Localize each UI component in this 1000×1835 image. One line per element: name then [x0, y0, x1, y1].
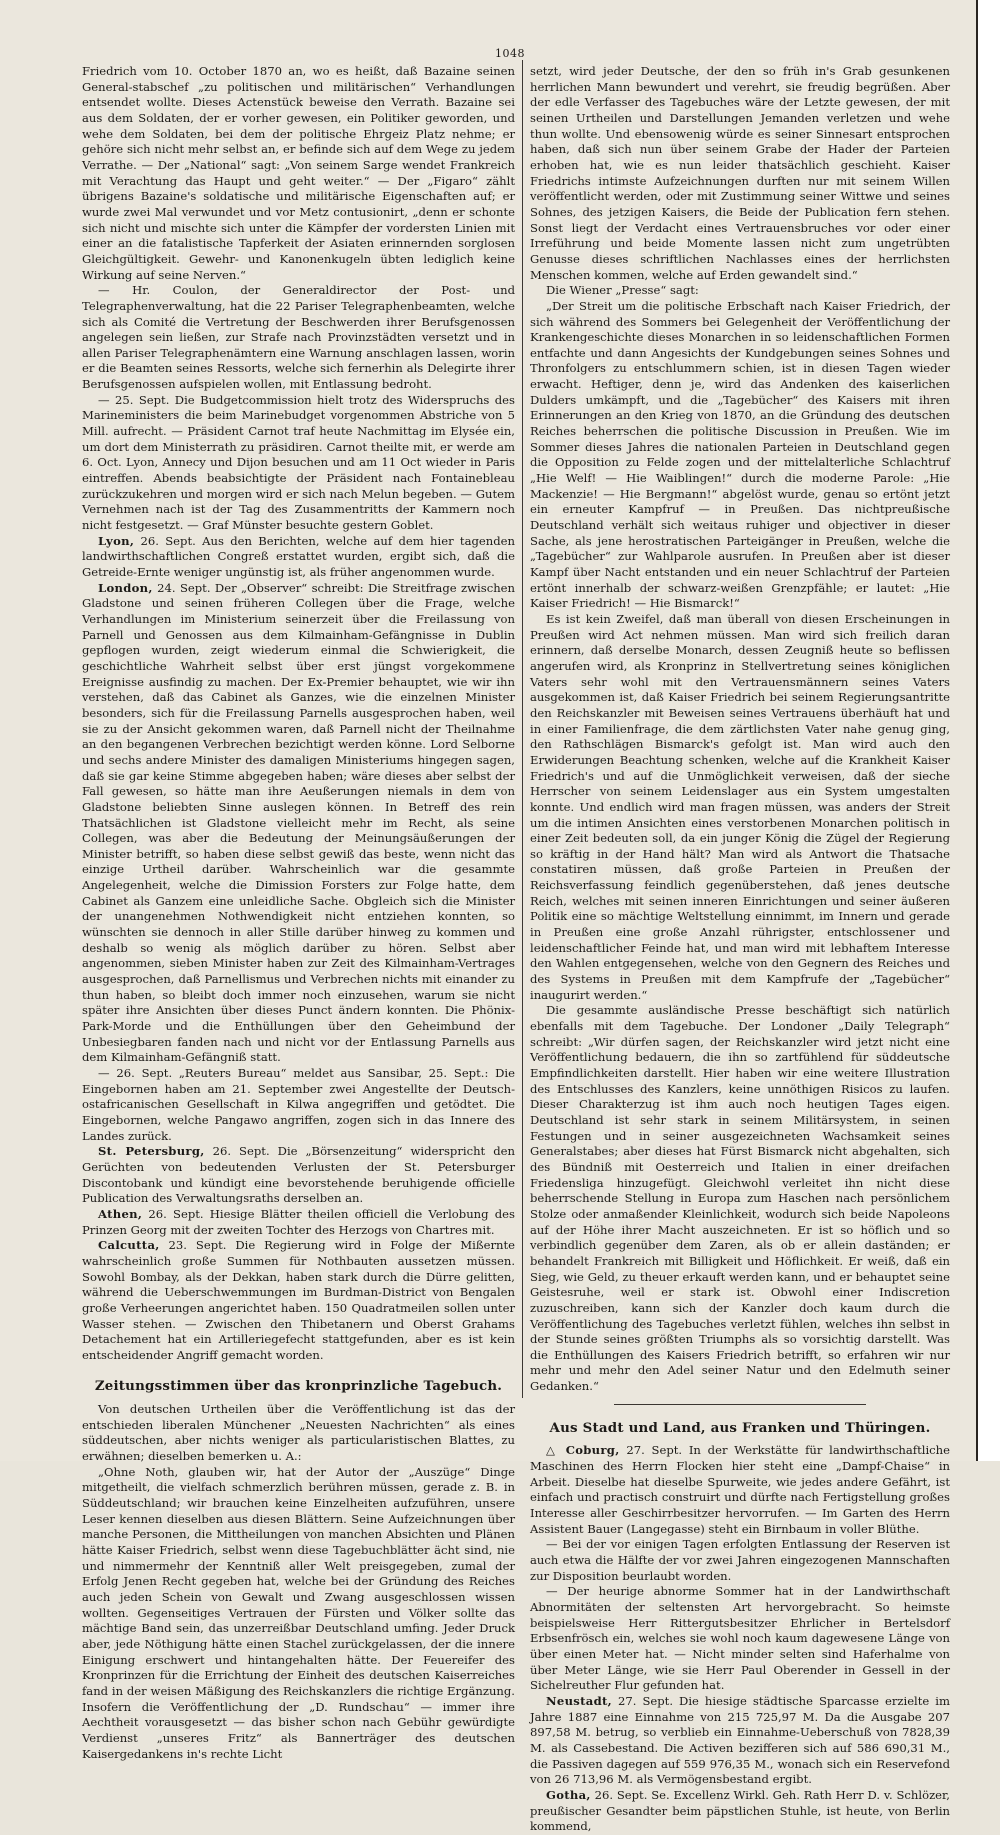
section-heading: Aus Stadt und Land, aus Franken und Thüringen. — [549, 1419, 931, 1436]
paragraph-text: 26. Sept. Hiesige Blätter theilen officiell die Verlobung des Prinzen Georg mit der zweiten Tochter des Herzogs von Chartres mit. — [82, 1206, 515, 1237]
article-paragraph — [530, 1537, 950, 1584]
page-edge — [976, 0, 1000, 1461]
paragraph-text: 27. Sept. In der Werkstätte für landwirthschaftliche Maschinen des Herrn Flocken hier steht eine „Dampf-Chaise“ in Arbeit. Dieselbe hat dieselbe Spurweite, wie jedes andere Gefährt, ist einfach und practisch construirt und dürfte nach Fertigstellung großes Interesse aller Geschirrbesitzer hervorrufen. — Im Garten des Herrn Assistent Bauer (Langegasse) steht ein Birnbaum in voller Blüthe. — [530, 1443, 950, 1536]
paragraph-text: — 26. Sept. „Reuters Bureau“ meldet aus Sansibar, 25. Sept.: Die Eingebornen haben am 21. September zwei Angestellte der Deutsch-ostafricanischen Gesellschaft in Kilwa angegriffen und getödtet. Die Eingebornen, welche Pangawo angriffen, zogen sich in das Innere des Landes zurück. — [82, 1066, 515, 1143]
paragraph-text: — Der heurige abnorme Sommer hat in der Landwirthschaft Abnormitäten der seltensten Art hervorgebracht. So heimste beispielsweise Herr Rittergutsbesitzer Ehrlicher in Bertelsdorf Erbsenfrösch ein, welches sie wohl noch kaum dagewesene Länge von über einen Meter hat. — Nicht minder selten sind Haferhalme von über Meter Länge, wie sie Herr Paul Oberender in Gessell in der Sichelreuther Flur gefunden hat. — [530, 1584, 950, 1693]
section-divider — [614, 1404, 866, 1405]
paragraph-text: Es ist kein Zweifel, daß man überall von diesen Erscheinungen in Preußen wird Act nehmen müssen. Man wird sich freilich daran erinnern, daß derselbe Monarch, dessen Zeugniß heute so beflissen angerufen wird, als Kronprinz in Stellvertretung seines königlichen Vaters sehr wohl mit den Vertrauensmännern seines Vaters ausgekommen ist, daß Kaiser Friedrich bei seinem Regierungsantritte den Reichskanzler mit Beweisen seines Vertrauens überhäuft hat und in einer Familienfrage, die dem zärtlichsten Vater nahe genug ging, den Rathschlägen Bismarck's gefolgt ist. Man wird auch den Erwiderungen Beachtung schenken, welche auf die Krankheit Kaiser Friedrich's und auf die Unmöglichkeit verweisen, daß der sieche Herrscher von seinem Leidenslager aus ein System umgestalten konnte. Und endlich wird man fragen müssen, was anders der Streit um die intimen Ansichten eines verstorbenen Monarchen politisch in einer Zeit bedeuten soll, da ein junger König die Zügel der Regierung so kräftig in der Hand hält? Man wird als Antwort die Thatsache constatiren müssen, daß große Parteien in Preußen der Reichsverfassung feindlich gegenüberstehen, daß jenes deutsche Reich, welches mit seinen inneren Einrichtungen und seiner äußeren Politik eine so mächtige Weltstellung einnimmt, im Innern und gerade in Preußen eine große Anzahl rührigster, entschlossener und leidenschaftlicher Feinde hat, und man wird mit lebhaftem Interesse den Wahlen entgegensehen, welche von den Gegnern des Reiches und des Systems in Preußen mit dem Kampfrufe der „Tagebücher“ inaugurirt werden.“ — [530, 611, 950, 1002]
article-paragraph — [530, 1694, 950, 1788]
column-rule — [522, 60, 523, 1398]
paragraph-text: setzt, wird jeder Deutsche, der den so früh in's Grab gesunkenen herrlichen Mann bewundert und verehrt, sie freudig begrüßen. Aber der edle Verfasser des Tagebuches wäre der Letzte gewesen, der mit seinen Urtheilen und Darstellungen Jemanden verletzen und wehe thun wollte. Und ebensowenig würde es seiner Sinnesart entsprochen haben, daß sich nun über seinem Grabe der Hader der Parteien erhoben hat, wie es nun leider thatsächlich geschieht. Kaiser Friedrichs intimste Aufzeichnungen durften nur mit seinem Willen veröffentlicht werden, oder mit Zustimmung seiner Wittwe und seines Sohnes, des jetzigen Kaisers, die Beide der Publication fern stehen. Sonst liegt der Verdacht eines Vertrauensbruches vor oder einer Irreführung und beide Momente lassen nicht zum ungetrübten Genusse dieses schriftlichen Nachlasses eines der herrlichsten Menschen kommen, welche auf Erden gewandelt sind.“ — [530, 64, 950, 282]
article-paragraph — [530, 612, 950, 1003]
article-paragraph — [82, 64, 515, 283]
article-paragraph — [82, 581, 515, 1066]
paragraph-text: 24. Sept. Der „Observer“ schreibt: Die Streitfrage zwischen Gladstone und seinen früheren Collegen über die Frage, welche Verhandlungen im Ministerium seinerzeit über die Freilassung von Parnell und Genossen aus dem Kilmainham-Gefängnisse in Dublin gepflogen wurden, zeigt wiederum einmal die Schwierigkeit, die geschichtliche Wahrheit selbst über erst jüngst vorgekommene Ereignisse ausfindig zu machen. Der Ex-Premier behauptet, wie wir ihn verstehen, daß das Cabinet als Ganzes, wie die einzelnen Minister besonders, sich für die Freilassung Parnells ausgesprochen haben, weil sie zu der Ansicht gekommen waren, daß Parnell nicht der Theilnahme an den begangenen Verbrechen bezichtigt werden könne. Lord Selborne und sechs andere Minister des damaligen Ministeriums hingegen sagen, daß sie gar keine Stimme abgegeben haben; wäre dieses aber selbst der Fall gewesen, so hätte man ihre Aeußerungen niemals in dem von Gladstone beliebten Sinne auslegen können. In Betreff des rein Thatsächlichen ist Gladstone vielleicht mehr im Recht, als seine Collegen, was aber die Bedeutung der Meinungsäußerungen der Minister betrifft, so haben diese selbst gewiß das beste, wenn nicht das einzige Urtheil darüber. Wahrscheinlich war die gesammte Angelegenheit, welche die Dimission Forsters zur Folge hatte, dem Cabinet als Ganzem eine unleidliche Sache. Obgleich sich die Minister der unangenehmen Nothwendigkeit nicht entziehen konnten, so wünschten sie dennoch in aller Stille darüber hinweg zu kommen und deshalb so wenig als möglich darüber zu hören. Selbst aber angenommen, sieben Minister haben zur Zeit des Kilmainham-Vertrages ausgesprochen, daß Parnellismus und Verbrechen nichts mit einander zu thun haben, so bleibt doch immer noch einzusehen, warum sie nicht später ihre Ansichten über dieses Punct ändern konnten. Die Phönix-Park-Morde und die Enthüllungen über den Geheimbund der Unbesiegbaren fanden nach und nicht vor der Entlassung Parnells aus dem Kilmainham-Gefängniß statt. — [82, 580, 515, 1065]
article-paragraph — [82, 1207, 515, 1238]
article-paragraph — [82, 393, 515, 534]
article-paragraph — [530, 1003, 950, 1394]
article-paragraph — [82, 1465, 515, 1762]
article-paragraph — [82, 283, 515, 393]
paragraph-text: 26. Sept. Die „Börsenzeitung“ widerspricht den Gerüchten von bedeutenden Verlusten der St. Petersburger Discontobank und kündigt eine bevorstehende beruhigende officielle Publication des Verwaltungsraths derselben an. — [82, 1144, 515, 1206]
dateline: London, — [98, 580, 153, 595]
paragraph-text: Die Wiener „Presse“ sagt: — [546, 283, 699, 298]
article-paragraph — [530, 283, 950, 299]
article-paragraph — [530, 1788, 950, 1835]
dateline: Athen, — [98, 1206, 143, 1221]
article-paragraph — [530, 64, 950, 283]
dateline: Lyon, — [98, 533, 135, 548]
paragraph-text: „Ohne Noth, glauben wir, hat der Autor der „Auszüge“ Dinge mitgetheilt, die vielfach schmerzlich berühren müssen, gerade z. B. in Süddeutschland; wir brauchen keine Einzelheiten aufzuführen, unsere Leser kennen dieselben aus diesen Blättern. Seine Aufzeichnungen über manche Personen, die Mittheilungen von manchen Absichten und Plänen hätte Kaiser Friedrich, selbst wenn diese Tagebuchblätter ächt sind, nie und nimmermehr der Kenntniß aller Welt preisgegeben, zumal der Erfolg Jenen Recht gegeben hat, welche bei der Gründung des Reiches auch jeden Schein von Gewalt und Zwang ausgeschlossen wissen wollten. Gegenseitiges Vertrauen der Fürsten und Völker sollte das mächtige Band sein, das unzerreißbar Deutschland umfing. Jeder Druck aber, jede Nöthigung hätte einen Stachel zurückgelassen, der die innere Einigung erschwert und hintangehalten hätte. Der Feuereifer des Kronprinzen für die Errichtung der Einheit des deutschen Kaiserreiches fand in der weisen Mäßigung des Reichskanzlers die richtige Ergänzung. Insofern die Veröffentlichung der „D. Rundschau“ — immer ihre Aechtheit vorausgesetzt — das bisher schon nach Gebühr gewürdigte Verdienst „unseres Fritz“ als Bannerträger des deutschen Kaisergedankens in's rechte Licht — [82, 1464, 515, 1761]
dateline: Neustadt, — [546, 1693, 612, 1708]
paragraph-text: 27. Sept. Die hiesige städtische Sparcasse erzielte im Jahre 1887 eine Einnahme von 215 725,97 M. Da die Ausgabe 207 897,58 M. betrug, so verblieb ein Einnahme-Ueberschuß von 7828,39 M. als Cassebestand. Die Activen bezifferen sich auf 586 690,31 M., die Passiven dagegen auf 559 976,35 M., wonach sich ein Reservefond von 26 713,96 M. als Vermögensbestand ergibt. — [530, 1693, 950, 1787]
article-paragraph — [530, 299, 950, 612]
article-paragraph — [82, 534, 515, 581]
paragraph-text: Von deutschen Urtheilen über die Veröffentlichung ist das der entschieden liberalen Münchener „Neuesten Nachrichten“ als eines süddeutschen, aber nichts weniger als particularistischen Blattes, zu erwähnen; dieselben bemerken u. A.: — [82, 1402, 515, 1464]
section-heading: Zeitungsstimmen über das kronprinzliche Tagebuch. — [94, 1378, 503, 1395]
paragraph-text: — 25. Sept. Die Budgetcommission hielt trotz des Widerspruchs des Marineministers die beim Marinebudget vorgenommen Abstriche von 5 Mill. aufrecht. — Präsident Carnot traf heute Nachmittag im Elysée ein, um dort dem Ministerrath zu präsidiren. Carnot theilte mit, er werde am 6. Oct. Lyon, Annecy und Dijon besuchen und am 11 Oct wieder in Paris eintreffen. Abends beabsichtigte der Präsident nach Fontainebleau zurückzukehren und morgen wird er sich nach Melun begeben. — Gutem Vernehmen nach ist der Tag des Zusammentritts der Kammern noch nicht festgesetzt. — Graf Münster besuchte gestern Goblet. — [82, 392, 515, 533]
article-paragraph — [530, 1584, 950, 1694]
article-paragraph — [82, 1144, 515, 1207]
article-paragraph — [82, 1402, 515, 1465]
left-column — [82, 64, 515, 1761]
paragraph-text: — Hr. Coulon, der Generaldirector der Post- und Telegraphenverwaltung, hat die 22 Pariser Telegraphenbeamten, welche sich als Comité die Vertretung der Beschwerden ihrer Berufsgenossen angelegen sein ließen, zur Strafe nach Provinzstädten versetzt und in allen Pariser Telegraphenämtern eine Warnung anschlagen lassen, worin er die Beamten seines Ressorts, welche sich fernerhin als Delegirte ihrer Berufsgenossen aufspielen wollen, mit Entlassung bedroht. — [82, 283, 515, 392]
dateline: St. Petersburg, — [98, 1144, 205, 1159]
dateline: Calcutta, — [98, 1238, 160, 1253]
paragraph-text: Die gesammte ausländische Presse beschäftigt sich natürlich ebenfalls mit dem Tagebuche. Der Londoner „Daily Telegraph“ schreibt: „Wir dürfen sagen, der Reichskanzler wird jetzt nicht eine Veröffentlichung bedauern, die ihn so zartfühlend für süddeutsche Empfindlichkeiten darstellt. Hier haben wir eine weitere Illustration des Entschlusses des Kanzlers, keine unnöthigen Risicos zu laufen. Dieser Charakterzug ist ihm auch noch heutigen Tages eigen. Deutschland ist sehr stark in seinem Militärsystem, in seinen Festungen und in seiner ausgezeichneten Wachsamkeit seines Generalstabes; aber dieses hat Fürst Bismarck nicht abgehalten, sich des Bündniß mit Oesterreich und Italien in einer dreifachen Friedensliga hinzugefügt. Gleichwohl verleitet ihn nicht diese beherrschende Stellung in Europa zum Haschen nach persönlichem Stolze oder anmaßender Kleinlichkeit, wodurch sich beide Napoleons auf der Höhe ihrer Macht auszeichneten. Er ist so höflich und so verbindlich gegenüber dem Zaren, als ob er allein daständen; er behandelt Frankreich mit Billigkeit und Höflichkeit. Er weiß, daß ein Sieg, wie Geld, zu theuer erkauft werden kann, und er behauptet seine Geistesruhe, weil er stark ist. Obwohl einer Indiscretion zuzuschreiben, kann sich der Kanzler doch kaum durch die Veröffentlichung des Tagebuches verletzt fühlen, welches ihn selbst in der Stunde seines größten Triumphs als so vorsichtig darstellt. Was die Enthüllungen des Kaisers Friedrich betrifft, so erfahren wir nur mehr und mehr den Adel seiner Natur und den Edelmuth seiner Gedanken.“ — [530, 1003, 950, 1394]
paragraph-text: 26. Sept. Aus den Berichten, welche auf dem hier tagenden landwirthschaftlichen Congreß erstattet wurden, ergibt sich, daß die Getreide-Ernte weniger ungünstig ist, als früher angenommen wurde. — [82, 533, 515, 579]
right-column — [530, 64, 950, 1834]
paragraph-text: „Der Streit um die politische Erbschaft nach Kaiser Friedrich, der sich während des Sommers bei Gelegenheit der Veröffentlichung der Krankengeschichte dieses Monarchen in so leidenschaftlichen Formen entfachte und dann Angesichts der Kundgebungen seines Sohnes und Thronfolgers zu entschlummern schien, ist in diesen Tagen wieder erwacht. Heftiger, denn je, wird das Andenken des kaiserlichen Dulders umkämpft, und die „Tagebücher“ des Kaisers mit ihren Erinnerungen an den Krieg von 1870, an die Gründung des deutschen Reiches beherrschen die politische Discussion in Preußen. Wie im Sommer dieses Jahres die nationalen Parteien in Deutschland gegen die Opposition zu Felde zogen und der mittelalterliche Schlachtruf „Hie Welf! — Hie Waiblingen!“ durch die moderne Parole: „Hie Mackenzie! — Hie Bergmann!“ abgelöst wurde, genau so ertönt jetzt ein erneuter Kampfruf — in Preußen. Das nichtpreußische Deutschland verhält sich weitaus ruhiger und objectiver in dieser Sache, als jene herostratischen Parteigänger in Preußen, welche die „Tagebücher“ zur Wahlparole ausrufen. In Preußen aber ist dieser Kampf über Nacht entstanden und ein neuer Schlachtruf der Parteien ertönt innerhalb der schwarz-weißen Grenzpfähle; er lautet: „Hie Kaiser Friedrich! — Hie Bismarck!“ — [530, 298, 950, 611]
article-paragraph — [530, 1443, 950, 1537]
paragraph-text: — Bei der vor einigen Tagen erfolgten Entlassung der Reserven ist auch etwa die Hälfte der vor zwei Jahren eingezogenen Mannschaften zur Disposition beurlaubt worden. — [530, 1537, 950, 1583]
paragraph-text: 26. Sept. Se. Excellenz Wirkl. Geh. Rath Herr D. v. Schlözer, preußischer Gesandter beim päpstlichen Stuhle, ist heute, von Berlin kommend, — [530, 1787, 950, 1834]
article-paragraph — [82, 1238, 515, 1363]
paragraph-text: 23. Sept. Die Regierung wird in Folge der Mißernte wahrscheinlich große Summen für Nothbauten aussetzen müssen. Sowohl Bombay, als der Dekkan, haben stark durch die Dürre gelitten, während die Ueberschwemmungen im Burdman-District von Bengalen große Verheerungen angerichtet haben. 150 Quadratmeilen sollen unter Wasser stehen. — Zwischen den Thibetanern und Oberst Grahams Detachement hat ein Artilleriegefecht stattgefunden, aber es ist kein entscheidender Angriff gemacht worden. — [82, 1238, 515, 1362]
page-number: 1048 — [495, 47, 525, 60]
dateline: Gotha, — [546, 1787, 591, 1802]
article-paragraph — [82, 1066, 515, 1144]
dateline: △ Coburg, — [546, 1443, 620, 1458]
paragraph-text: Friedrich vom 10. October 1870 an, wo es heißt, daß Bazaine seinen General-stabschef „zu politischen und militärischen“ Verhandlungen entsendet wollte. Dieses Actenstück beweise den Verrath. Bazaine sei aus dem Soldaten, der er vorher gewesen, ein Politiker geworden, und wehe dem Soldaten, bei dem der politische Ehrgeiz Platz nehme; er gehöre sich nicht mehr selbst an, er befinde sich auf dem Wege zu jedem Verrathe. — Der „National“ sagt: „Von seinem Sarge wendet Frankreich mit Verachtung das Haupt und geht weiter.“ — Der „Figaro“ zählt übrigens Bazaine's soldatische und militärische Eigenschaften auf; er wurde zwei Mal verwundet und vor Metz contusionirt, „denn er schonte sich nicht und mischte sich unter die Kämpfer der vordersten Linien mit einer an die fatalistische Tapferkeit der Asiaten erinnernden sorglosen Gleichgültigkeit. Gewehr- und Kanonenkugeln übten lediglich keine Wirkung auf seine Nerven.“ — [82, 64, 515, 282]
